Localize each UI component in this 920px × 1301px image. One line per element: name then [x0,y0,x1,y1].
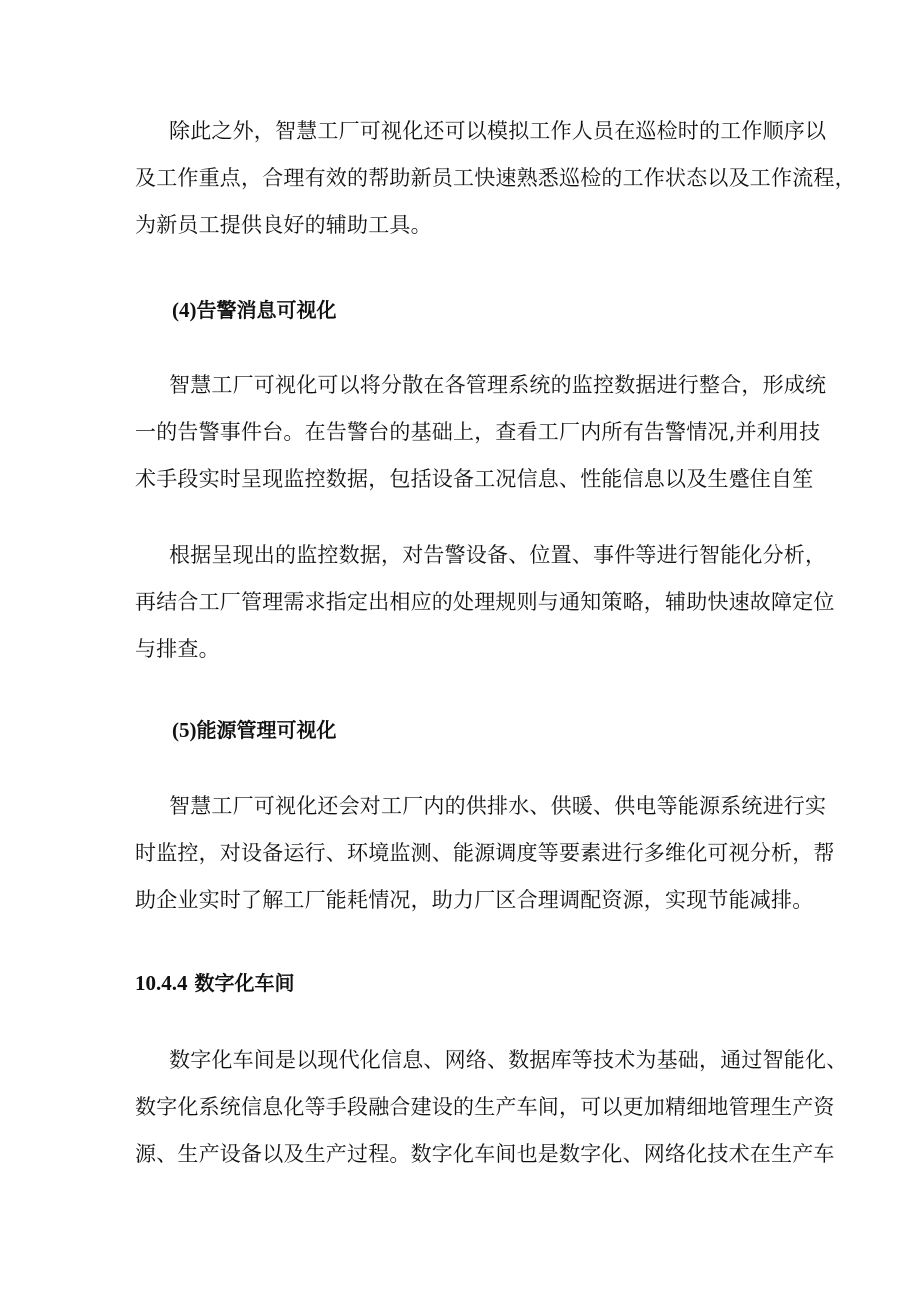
heading-number: (5) [172,718,197,742]
paragraph-line: 除此之外，智慧工厂可视化还可以模拟工作人员在巡检时的工作顺序以 [169,119,827,143]
heading-text: 能源管理可视化 [196,718,337,742]
paragraph-energy-monitoring [135,783,835,924]
paragraph-line: 及工作重点，合理有效的帮助新员工快速熟悉巡检的工作状态以及工作流程， [135,166,856,190]
paragraph-intelligent-analysis [135,532,835,673]
paragraph-line: 助企业实时了解工厂能耗情况，助力厂区合理调配资源，实现节能减排。 [135,888,814,912]
paragraph-line: 根据呈现出的监控数据，对告警设备、位置、事件等进行智能化分析， [169,543,827,567]
paragraph-line: 数字化系统信息化等手段融合建设的生产车间，可以更加精细地管理生产资 [135,1095,835,1119]
paragraph-line: 时监控，对设备运行、环境监测、能源调度等要素进行多维化可视分析，帮 [135,841,835,865]
heading-number: (4) [172,298,197,322]
paragraph-line: 源、生产设备以及生产过程。数字化车间也是数字化、网络化技术在生产车 [135,1142,835,1166]
section-heading-digital-workshop [135,968,294,998]
paragraph-line: 术手段实时呈现监控数据，包括设备工况信息、性能信息以及生蹙住自笙 [135,467,814,491]
section-number: 10.4.4 [135,971,188,995]
paragraph-line: 与排查。 [135,637,220,661]
paragraph-inspection-simulation [135,108,856,249]
paragraph-digital-workshop [135,1037,848,1178]
paragraph-line: 智慧工厂可视化还会对工厂内的供排水、供暖、供电等能源系统进行实 [169,794,827,818]
heading-energy-visualization [172,715,337,745]
heading-text: 告警消息可视化 [196,298,337,322]
heading-alarm-visualization [172,295,337,325]
paragraph-line: 智慧工厂可视化可以将分散在各管理系统的监控数据进行整合，形成统 [169,373,827,397]
paragraph-alarm-integration [135,362,827,503]
paragraph-line: 数字化车间是以现代化信息、网络、数据库等技术为基础，通过智能化、 [169,1048,848,1072]
section-title: 数字化车间 [194,971,295,995]
paragraph-line: 为新员工提供良好的辅助工具。 [135,213,432,237]
paragraph-line: 一的告警事件台。在告警台的基础上，查看工厂内所有告警情况,并利用技 [135,420,821,444]
paragraph-line: 再结合工厂管理需求指定出相应的处理规则与通知策略，辅助快速故障定位 [135,590,835,614]
